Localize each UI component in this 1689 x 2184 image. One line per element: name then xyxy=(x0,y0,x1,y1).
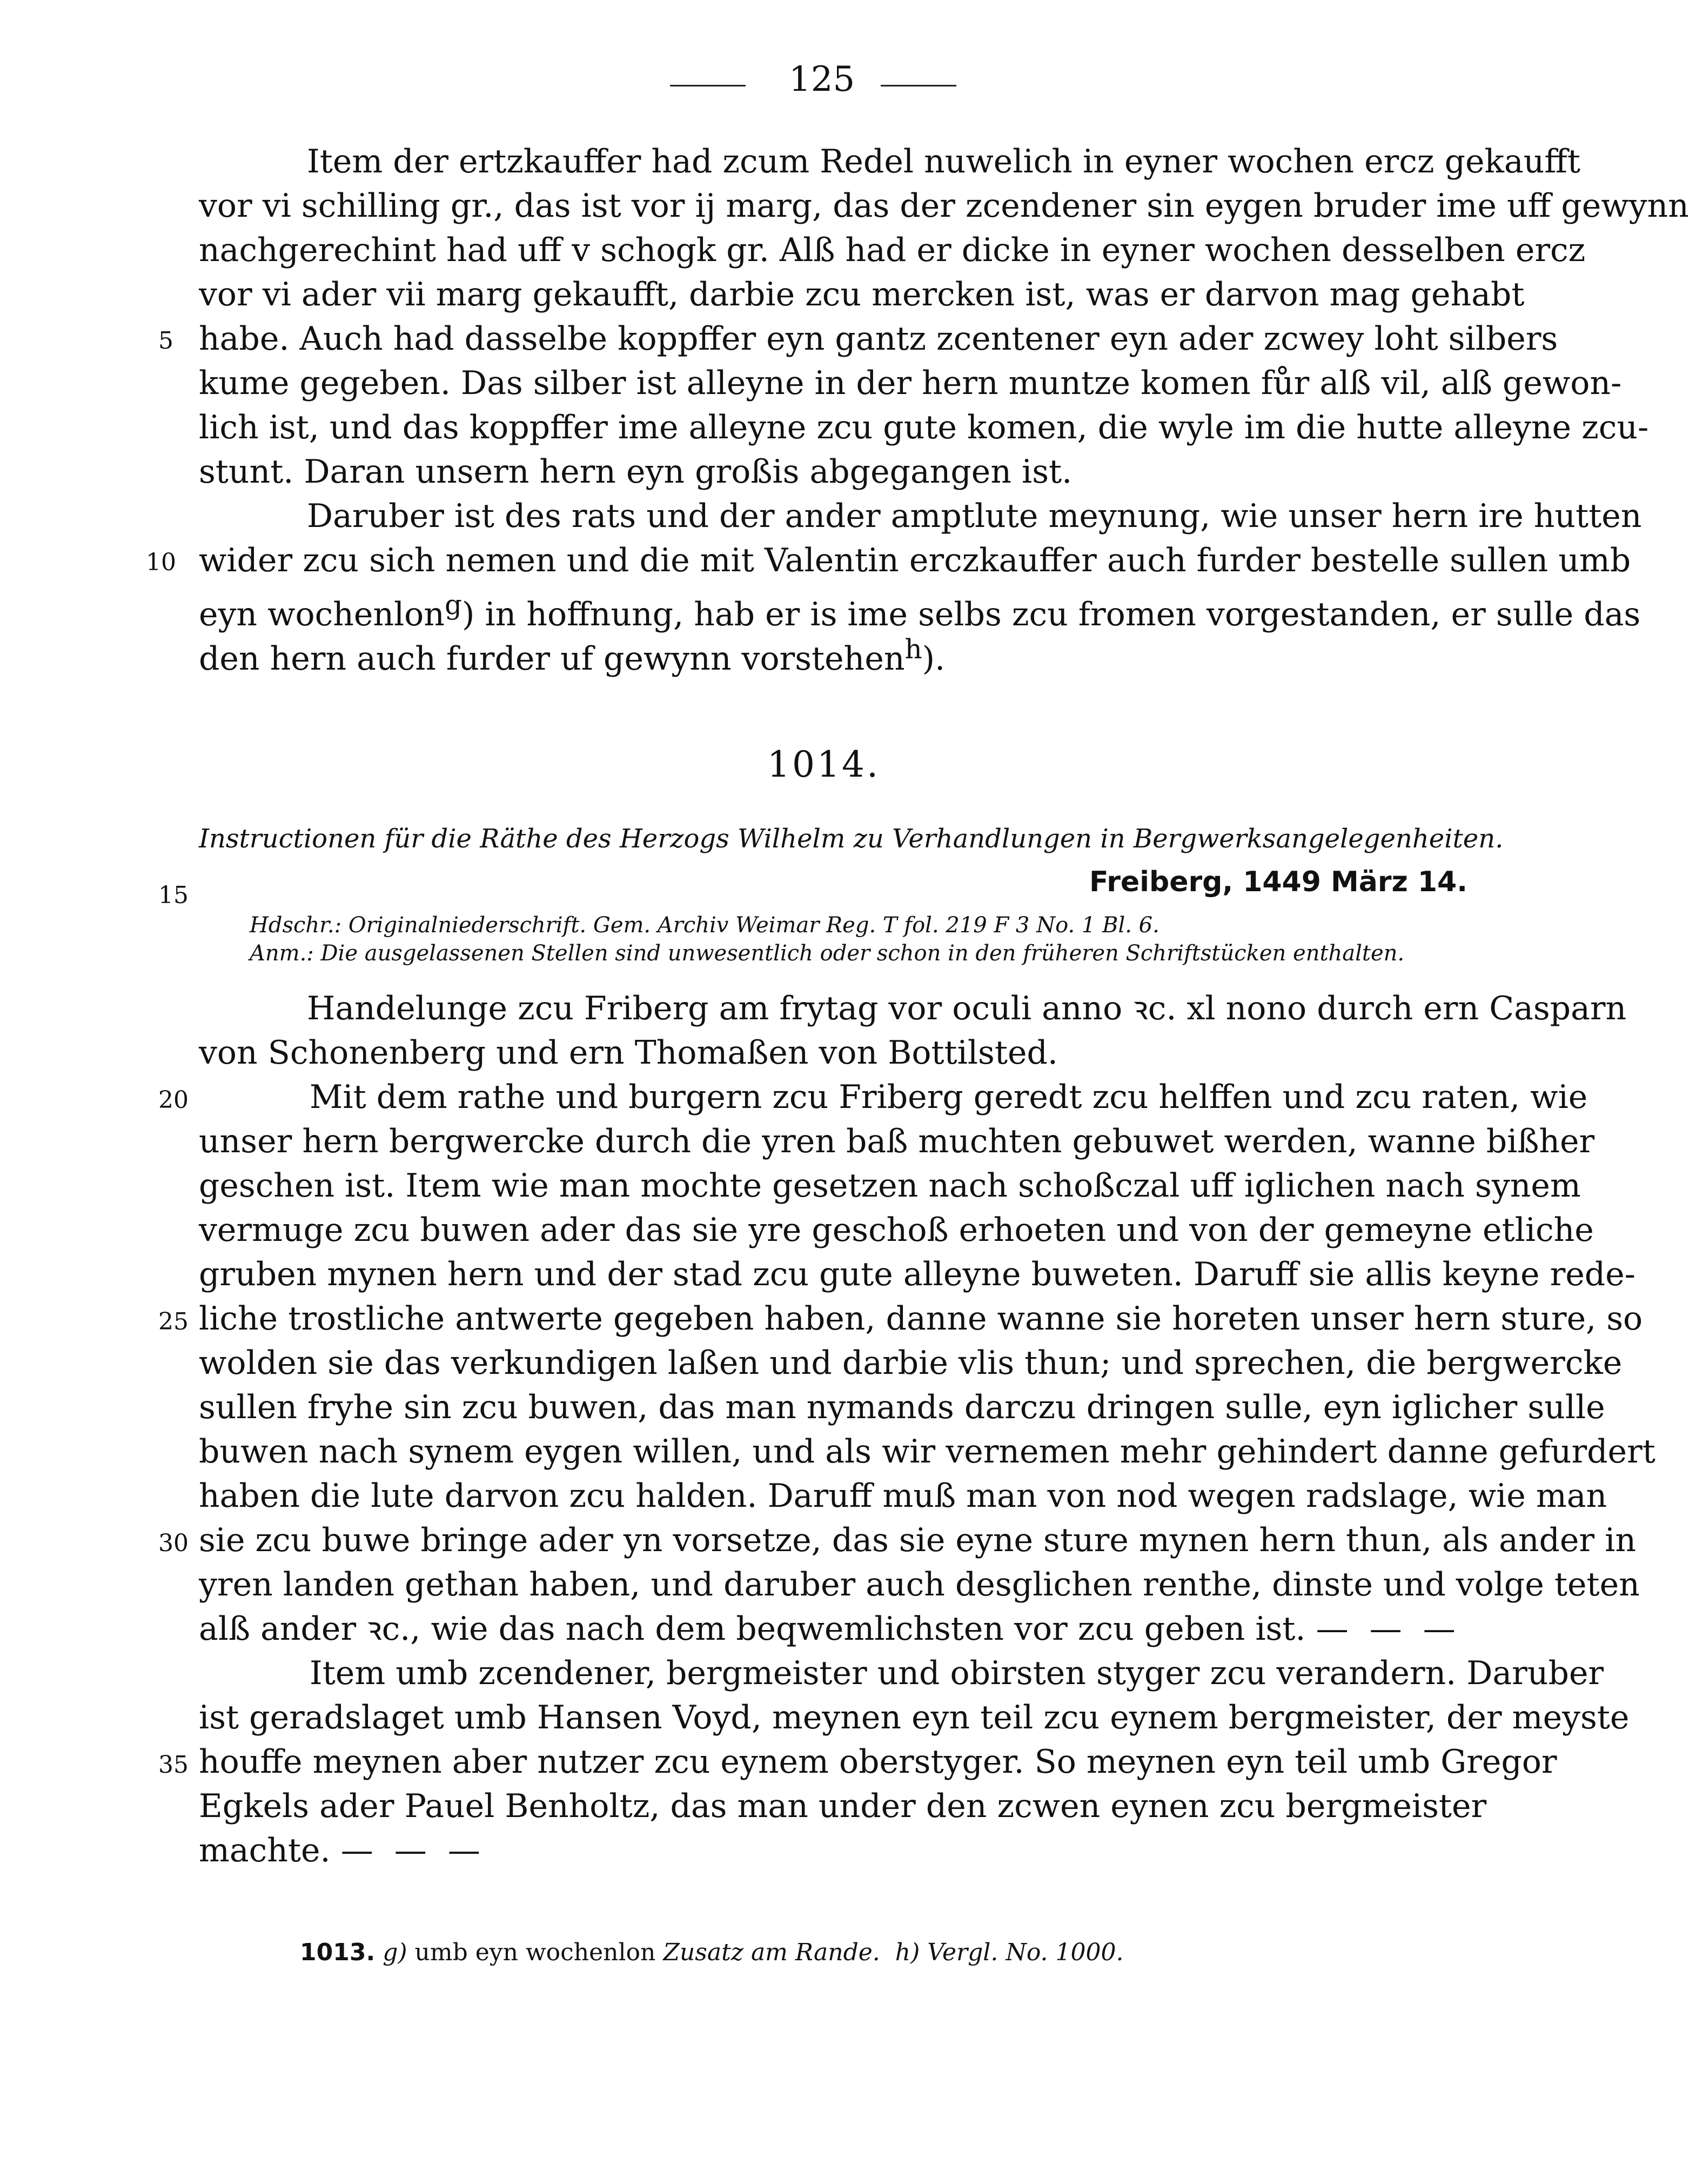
text-line: Item der ertzkauffer had zcum Redel nuwelich in eyner wochen ercz gekaufft xyxy=(307,143,1581,181)
section-2-text xyxy=(199,986,1656,1873)
footnote-mark-g: g xyxy=(444,589,462,620)
line-number: 5 xyxy=(158,327,173,355)
line-number: 35 xyxy=(158,1751,189,1779)
text-fragment: den hern auch furder uf gewynn vorstehen xyxy=(199,640,905,678)
section-1-text xyxy=(199,139,1689,678)
text-line: buwen nach synem eygen willen, und als wir vernemen mehr gehindert danne gefurdert xyxy=(199,1433,1656,1471)
text-line: Daruber ist des rats und der ander amptlute meynung, wie unser hern ire hutten xyxy=(307,497,1642,535)
text-line: Mit dem rathe und burgern zcu Friberg geredt zcu helffen und zcu raten, wie xyxy=(310,1078,1588,1116)
text-line: unser hern bergwercke durch die yren baß muchten gebuwet werden, wanne bißher xyxy=(199,1123,1595,1160)
text-line: houffe meynen aber nutzer zcu eynem oberstyger. So meynen eyn teil umb Gregor xyxy=(199,1743,1557,1781)
line-number: 30 xyxy=(158,1530,189,1557)
footnote-mark-h: h xyxy=(904,633,922,665)
text-line: vor vi schilling gr., das ist vor ij marg, das der zcendener sin eygen bruder ime uff gewynn xyxy=(199,187,1689,225)
line-number: 25 xyxy=(158,1308,189,1335)
header-rule-left xyxy=(670,85,746,86)
line-number: 10 xyxy=(146,549,176,576)
source-reference: Hdschr.: Originalniederschrift. Gem. Archiv Weimar Reg. T fol. 219 F 3 No. 1 Bl. 6. xyxy=(250,913,1159,938)
header-rule-right xyxy=(881,85,956,86)
text-line: kume gegeben. Das silber ist alleyne in der hern muntze komen fůr alß vil, alß gewon- xyxy=(199,364,1622,402)
omission-dashes: — — — xyxy=(340,1832,486,1869)
footnote-label-g: g) xyxy=(383,1939,407,1966)
text-line: von Schonenberg und ern Thomaßen von Bottilsted. xyxy=(199,1034,1058,1072)
footnote-text-g: umb eyn wochenlon xyxy=(414,1939,656,1966)
text-line: vor vi ader vii marg gekaufft, darbie zcu mercken ist, was er darvon mag gehabt xyxy=(199,276,1525,313)
text-line: sullen fryhe sin zcu buwen, das man nymands darczu dringen sulle, eyn iglicher sulle xyxy=(199,1388,1605,1426)
page-number: 125 xyxy=(789,59,855,99)
text-line: ist geradslaget umb Hansen Voyd, meynen eyn teil zcu eynem bergmeister, der meyste xyxy=(199,1699,1630,1736)
text-line: liche trostliche antwerte gegeben haben, danne wanne sie horeten unser hern sture, so xyxy=(199,1300,1643,1338)
text-line: geschen ist. Item wie man mochte gesetzen nach schoßczal uff iglichen nach synem xyxy=(199,1167,1581,1205)
text-fragment: eyn wochenlon xyxy=(199,596,445,633)
footnote-document-ref: 1013. xyxy=(300,1939,376,1966)
document-number: 1014. xyxy=(767,744,880,785)
text-line: stunt. Daran unsern hern eyn großis abgegangen ist. xyxy=(199,453,1073,491)
document-title: Instructionen für die Räthe des Herzogs Wilhelm zu Verhandlungen in Bergwerksangelegenheiten. xyxy=(199,824,1504,854)
footnote xyxy=(300,1938,1123,1968)
text-line: wider zcu sich nemen und die mit Valentin erczkauffer auch furder bestelle sullen umb xyxy=(199,542,1631,579)
place-date: Freiberg, 1449 März 14. xyxy=(1089,866,1467,898)
editorial-note: Anm.: Die ausgelassenen Stellen sind unwesentlich oder schon in den früheren Schriftstücken enthalten. xyxy=(250,941,1405,966)
text-line: Handelunge zcu Friberg am frytag vor oculi anno ꝛc. xl nono durch ern Casparn xyxy=(307,990,1627,1027)
line-number: 20 xyxy=(158,1086,189,1114)
footnote-label-h: h) xyxy=(895,1939,920,1966)
text-line xyxy=(199,627,1467,678)
text-line: wolden sie das verkundigen laßen und darbie vlis thun; und sprechen, die bergwercke xyxy=(199,1344,1623,1382)
text-line: habe. Auch had dasselbe koppffer eyn gantz zcentener eyn ader zcwey loht silbers xyxy=(199,320,1558,358)
text-line: haben die lute darvon zcu halden. Daruff muß man von nod wegen radslage, wie man xyxy=(199,1477,1607,1515)
text-line: vermuge zcu buwen ader das sie yre geschoß erhoeten und von der gemeyne etliche xyxy=(199,1211,1594,1249)
text-line: gruben mynen hern und der stad zcu gute alleyne buweten. Daruff sie allis keyne rede- xyxy=(199,1255,1636,1293)
footnote-note-g: Zusatz am Rande. xyxy=(663,1939,880,1966)
text-line: Egkels ader Pauel Benholtz, das man under den zcwen eynen zcu bergmeister xyxy=(199,1787,1487,1825)
text-fragment: ). xyxy=(922,640,946,678)
text-line: nachgerechint had uff v schogk gr. Alß had er dicke in eyner wochen desselben ercz xyxy=(199,231,1586,269)
text-line xyxy=(199,1607,1467,1651)
text-line: yren landen gethan haben, und daruber auch desglichen renthe, dinste und volge teten xyxy=(199,1566,1640,1604)
text-line xyxy=(199,583,1641,633)
line-number: 15 xyxy=(158,881,189,909)
text-line: Item umb zcendener, bergmeister und obirsten styger zcu verandern. Daruber xyxy=(310,1654,1604,1692)
text-line: lich ist, und das koppffer ime alleyne zcu gute komen, die wyle im die hutte alleyne zcu- xyxy=(199,409,1649,446)
footnote-note-h: Vergl. No. 1000. xyxy=(927,1939,1124,1966)
text-line: sie zcu buwe bringe ader yn vorsetze, das sie eyne sture mynen hern thun, als ander in xyxy=(199,1521,1636,1559)
text-fragment: machte. xyxy=(199,1832,331,1869)
text-line xyxy=(199,1828,1467,1873)
text-fragment: ) in hoffnung, hab er is ime selbs zcu fromen vorgestanden, er sulle das xyxy=(461,596,1641,633)
omission-dashes: — — — xyxy=(1316,1610,1461,1648)
text-fragment: alß ander ꝛc., wie das nach dem beqwemlichsten vor zcu geben ist. xyxy=(199,1610,1306,1648)
